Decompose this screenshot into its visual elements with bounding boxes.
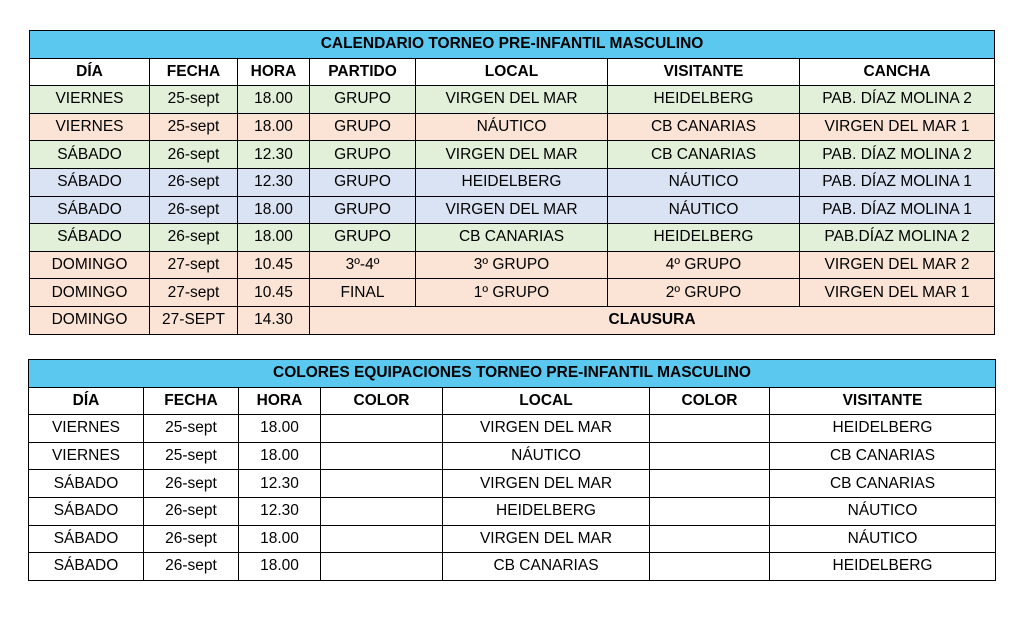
header-dia: DÍA <box>29 387 144 415</box>
cell-local: CB CANARIAS <box>416 224 608 252</box>
cell-visitante: HEIDELBERG <box>770 415 996 443</box>
header-local: LOCAL <box>443 387 650 415</box>
cell-fecha: 26-sept <box>144 525 239 553</box>
colors-title-row <box>29 360 996 388</box>
cell-visitante: CB CANARIAS <box>608 141 800 169</box>
cell-color-local <box>321 470 443 498</box>
calendar-row <box>30 279 995 307</box>
colors-title: COLORES EQUIPACIONES TORNEO PRE-INFANTIL MASCULINO <box>29 360 996 388</box>
cell-fecha: 26-sept <box>144 553 239 581</box>
calendar-row <box>30 224 995 252</box>
cell-hora: 18.00 <box>239 525 321 553</box>
calendar-row <box>30 113 995 141</box>
cell-visitante: NÁUTICO <box>608 168 800 196</box>
cell-color-visitante <box>650 497 770 525</box>
closing-event: CLAUSURA <box>310 306 995 334</box>
calendar-title: CALENDARIO TORNEO PRE-INFANTIL MASCULINO <box>30 31 995 59</box>
cell-fecha: 26-sept <box>150 224 238 252</box>
cell-dia: SÁBADO <box>30 224 150 252</box>
cell-hora: 18.00 <box>239 415 321 443</box>
colors-table <box>28 359 996 581</box>
calendar-closing-row <box>30 306 995 334</box>
colors-row <box>29 553 996 581</box>
cell-local: VIRGEN DEL MAR <box>416 86 608 114</box>
cell-visitante: NÁUTICO <box>770 497 996 525</box>
cell-partido: GRUPO <box>310 224 416 252</box>
cell-local: 1º GRUPO <box>416 279 608 307</box>
colors-row <box>29 497 996 525</box>
cell-fecha: 26-sept <box>144 470 239 498</box>
cell-fecha: 26-sept <box>150 141 238 169</box>
cell-cancha: VIRGEN DEL MAR 2 <box>800 251 995 279</box>
cell-hora: 12.30 <box>238 141 310 169</box>
cell-fecha: 26-sept <box>150 196 238 224</box>
cell-partido: GRUPO <box>310 141 416 169</box>
header-hora: HORA <box>238 58 310 86</box>
cell-hora: 18.00 <box>239 442 321 470</box>
cell-hora: 18.00 <box>238 224 310 252</box>
cell-hora: 10.45 <box>238 251 310 279</box>
header-dia: DÍA <box>30 58 150 86</box>
header-cancha: CANCHA <box>800 58 995 86</box>
cell-local: VIRGEN DEL MAR <box>416 196 608 224</box>
cell-dia: SÁBADO <box>29 470 144 498</box>
cell-dia: SÁBADO <box>29 553 144 581</box>
cell-dia: SÁBADO <box>30 196 150 224</box>
cell-dia: SÁBADO <box>29 497 144 525</box>
cell-visitante: CB CANARIAS <box>608 113 800 141</box>
cell-visitante: HEIDELBERG <box>770 553 996 581</box>
header-partido: PARTIDO <box>310 58 416 86</box>
cell-visitante: 4º GRUPO <box>608 251 800 279</box>
cell-color-visitante <box>650 415 770 443</box>
header-visitante: VISITANTE <box>770 387 996 415</box>
cell-fecha: 25-sept <box>144 442 239 470</box>
cell-dia: VIERNES <box>30 113 150 141</box>
cell-color-local <box>321 553 443 581</box>
cell-hora: 12.30 <box>239 470 321 498</box>
calendar-table <box>29 30 995 335</box>
cell-partido: GRUPO <box>310 168 416 196</box>
cell-cancha: PAB. DÍAZ MOLINA 2 <box>800 141 995 169</box>
cell-local: VIRGEN DEL MAR <box>443 525 650 553</box>
cell-cancha: PAB. DÍAZ MOLINA 1 <box>800 196 995 224</box>
cell-visitante: NÁUTICO <box>608 196 800 224</box>
cell-color-visitante <box>650 470 770 498</box>
calendar-row <box>30 86 995 114</box>
cell-hora: 18.00 <box>239 553 321 581</box>
cell-cancha: VIRGEN DEL MAR 1 <box>800 113 995 141</box>
calendar-row <box>30 168 995 196</box>
cell-color-visitante <box>650 525 770 553</box>
cell-fecha: 25-sept <box>150 86 238 114</box>
colors-row <box>29 525 996 553</box>
cell-cancha: PAB. DÍAZ MOLINA 1 <box>800 168 995 196</box>
cell-visitante: NÁUTICO <box>770 525 996 553</box>
cell-dia: DOMINGO <box>30 306 150 334</box>
calendar-row <box>30 141 995 169</box>
cell-partido: FINAL <box>310 279 416 307</box>
cell-local: NÁUTICO <box>416 113 608 141</box>
header-fecha: FECHA <box>144 387 239 415</box>
calendar-header-row <box>30 58 995 86</box>
header-visitante: VISITANTE <box>608 58 800 86</box>
cell-partido: GRUPO <box>310 113 416 141</box>
cell-color-local <box>321 497 443 525</box>
cell-dia: SÁBADO <box>30 168 150 196</box>
cell-color-local <box>321 525 443 553</box>
cell-cancha: PAB.DÍAZ MOLINA 2 <box>800 224 995 252</box>
cell-dia: VIERNES <box>29 442 144 470</box>
cell-hora: 14.30 <box>238 306 310 334</box>
cell-local: VIRGEN DEL MAR <box>443 470 650 498</box>
cell-partido: GRUPO <box>310 86 416 114</box>
cell-color-local <box>321 442 443 470</box>
calendar-title-row <box>30 31 995 59</box>
cell-color-local <box>321 415 443 443</box>
cell-dia: SÁBADO <box>29 525 144 553</box>
cell-fecha: 27-SEPT <box>150 306 238 334</box>
cell-dia: DOMINGO <box>30 279 150 307</box>
cell-fecha: 26-sept <box>144 497 239 525</box>
cell-hora: 12.30 <box>239 497 321 525</box>
header-color-local: COLOR <box>321 387 443 415</box>
colors-row <box>29 415 996 443</box>
cell-hora: 18.00 <box>238 113 310 141</box>
colors-row <box>29 442 996 470</box>
cell-local: VIRGEN DEL MAR <box>416 141 608 169</box>
cell-local: VIRGEN DEL MAR <box>443 415 650 443</box>
cell-hora: 18.00 <box>238 196 310 224</box>
cell-partido: GRUPO <box>310 196 416 224</box>
cell-fecha: 27-sept <box>150 279 238 307</box>
colors-row <box>29 470 996 498</box>
header-fecha: FECHA <box>150 58 238 86</box>
cell-dia: VIERNES <box>30 86 150 114</box>
cell-fecha: 25-sept <box>150 113 238 141</box>
cell-dia: VIERNES <box>29 415 144 443</box>
calendar-row <box>30 251 995 279</box>
cell-dia: DOMINGO <box>30 251 150 279</box>
cell-local: NÁUTICO <box>443 442 650 470</box>
cell-hora: 12.30 <box>238 168 310 196</box>
colors-header-row <box>29 387 996 415</box>
cell-dia: SÁBADO <box>30 141 150 169</box>
cell-fecha: 26-sept <box>150 168 238 196</box>
cell-color-visitante <box>650 442 770 470</box>
cell-local: CB CANARIAS <box>443 553 650 581</box>
cell-visitante: HEIDELBERG <box>608 86 800 114</box>
calendar-row <box>30 196 995 224</box>
header-local: LOCAL <box>416 58 608 86</box>
cell-local: HEIDELBERG <box>443 497 650 525</box>
cell-fecha: 27-sept <box>150 251 238 279</box>
cell-fecha: 25-sept <box>144 415 239 443</box>
cell-visitante: HEIDELBERG <box>608 224 800 252</box>
cell-cancha: PAB. DÍAZ MOLINA 2 <box>800 86 995 114</box>
cell-cancha: VIRGEN DEL MAR 1 <box>800 279 995 307</box>
cell-local: 3º GRUPO <box>416 251 608 279</box>
cell-hora: 18.00 <box>238 86 310 114</box>
cell-visitante: CB CANARIAS <box>770 442 996 470</box>
cell-visitante: 2º GRUPO <box>608 279 800 307</box>
cell-visitante: CB CANARIAS <box>770 470 996 498</box>
header-color-visitante: COLOR <box>650 387 770 415</box>
cell-partido: 3º-4º <box>310 251 416 279</box>
cell-local: HEIDELBERG <box>416 168 608 196</box>
cell-hora: 10.45 <box>238 279 310 307</box>
header-hora: HORA <box>239 387 321 415</box>
cell-color-visitante <box>650 553 770 581</box>
